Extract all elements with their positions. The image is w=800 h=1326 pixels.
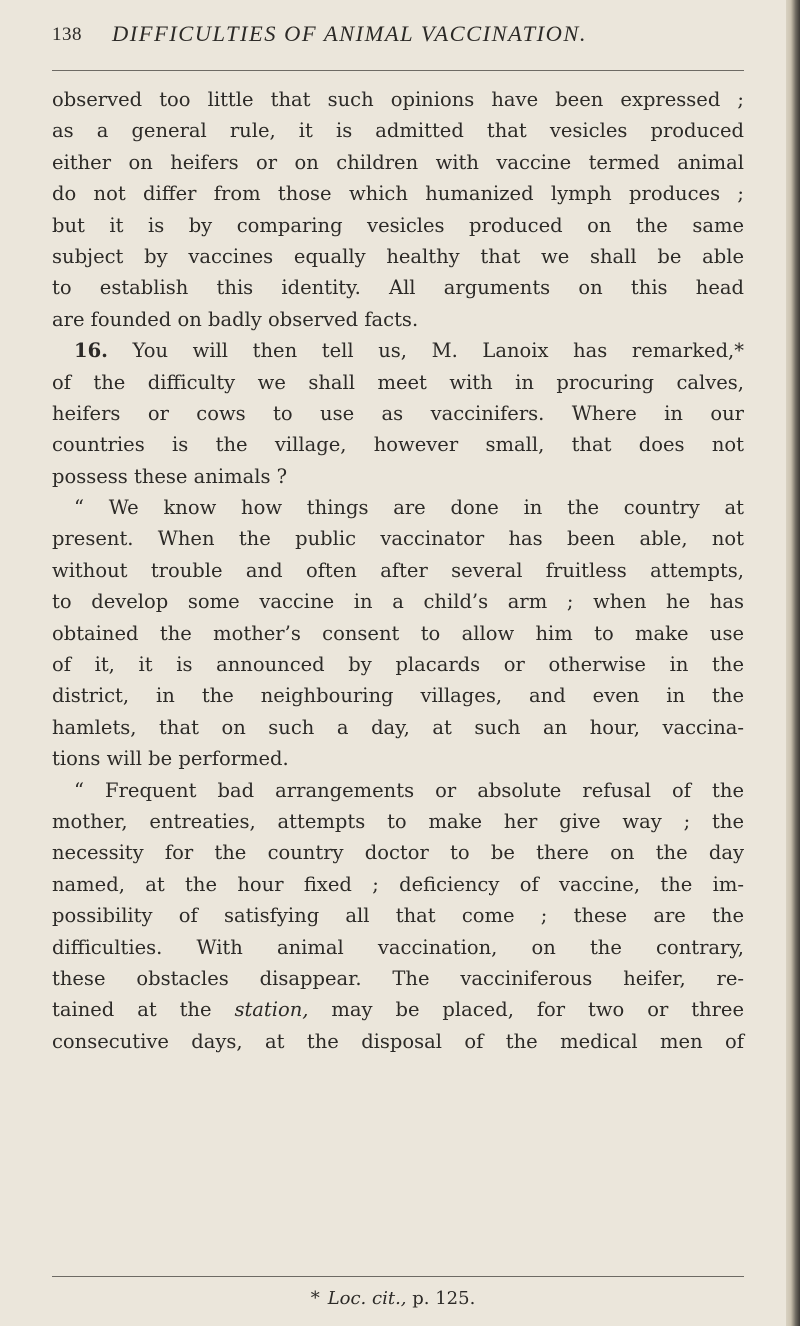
text-line: “ We know how things are done in the country at: [74, 496, 744, 520]
text-line: possibility of satisfying all that come ; these are the: [52, 904, 744, 928]
body-text: [52, 84, 744, 1057]
text-line: tions will be performed.: [52, 747, 289, 771]
paragraph-16-opening: [52, 335, 744, 366]
text-line: are founded on badly observed facts.: [52, 307, 419, 331]
text-line: do not differ from those which humanized lymph produces ;: [52, 182, 744, 206]
footnote-reference: Loc. cit.,: [327, 1288, 407, 1309]
footnote-rule: [52, 1276, 744, 1277]
text-line: hamlets, that on such a day, at such an hour, vaccina-: [52, 715, 744, 739]
text-segment: You will then tell us, M. Lanoix has remarked,*: [107, 339, 744, 363]
page-header: [52, 18, 742, 58]
text-line: heifers or cows to use as vaccinifers. Where in our: [52, 401, 744, 425]
text-line: these obstacles disappear. The vacciniferous heifer, re-: [52, 966, 744, 990]
text-line-with-italic: [52, 994, 744, 1025]
text-line: as a general rule, it is admitted that vesicles produced: [52, 119, 744, 143]
text-line: necessity for the country doctor to be there on the day: [52, 841, 744, 865]
running-title: DIFFICULTIES OF ANIMAL VACCINATION.: [112, 21, 587, 46]
paragraph-number: 16.: [74, 339, 108, 363]
text-line: named, at the hour fixed ; deficiency of vaccine, the im-: [52, 872, 744, 896]
text-line: of the difficulty we shall meet with in procuring calves,: [52, 370, 744, 394]
text-line: present. When the public vaccinator has been able, not: [52, 527, 744, 551]
text-line: either on heifers or on children with vaccine termed animal: [52, 150, 744, 174]
footnote: [0, 1288, 786, 1309]
header-rule: [52, 70, 744, 71]
text-line: possess these animals ?: [52, 464, 288, 488]
italic-term: station,: [234, 998, 309, 1022]
text-line: without trouble and often after several fruitless attempts,: [52, 558, 744, 582]
text-line: of it, it is announced by placards or otherwise in the: [52, 653, 744, 677]
text-segment: may be placed, for two or three: [308, 998, 745, 1022]
text-line: mother, entreaties, attempts to make her give way ; the: [52, 809, 744, 833]
text-line: difficulties. With animal vaccination, on the contrary,: [52, 935, 744, 959]
text-line: consecutive days, at the disposal of the medical men of: [52, 1029, 744, 1053]
page-edge-shadow: [786, 0, 800, 1326]
footnote-marker: *: [310, 1288, 320, 1309]
text-line: obtained the mother’s consent to allow him to make use: [52, 621, 744, 645]
text-line: observed too little that such opinions have been expressed ;: [52, 88, 744, 111]
text-line: to develop some vaccine in a child’s arm ; when he has: [52, 590, 744, 614]
text-segment: tained at the: [52, 998, 235, 1022]
text-line: countries is the village, however small, that does not: [52, 433, 744, 457]
text-line: “ Frequent bad arrangements or absolute refusal of the: [74, 778, 744, 802]
page-number: 138: [52, 24, 82, 45]
footnote-page: p. 125.: [406, 1288, 476, 1309]
text-line: subject by vaccines equally healthy that we shall be able: [52, 244, 744, 268]
text-line: to establish this identity. All arguments on this head: [52, 276, 744, 300]
text-line: but it is by comparing vesicles produced on the same: [52, 213, 744, 237]
text-line: district, in the neighbouring villages, and even in the: [52, 684, 744, 708]
